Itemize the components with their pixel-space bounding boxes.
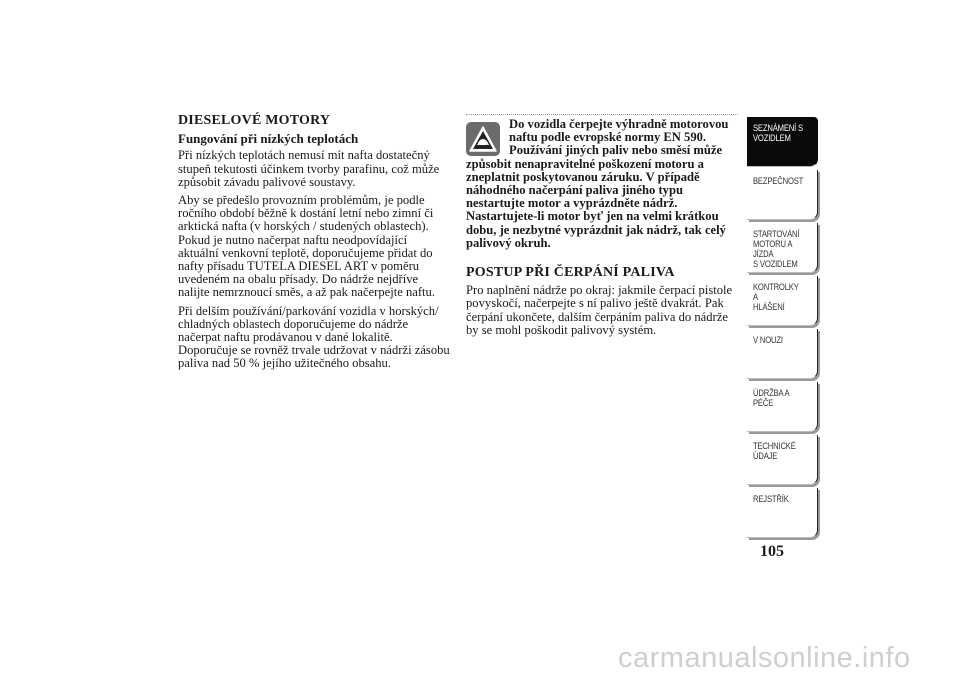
left-column xyxy=(178,114,450,376)
chapter-tab-label: ÚDRŽBA A PÉČE xyxy=(753,388,790,408)
chapter-tab[interactable] xyxy=(747,435,818,485)
chapter-tab[interactable] xyxy=(747,170,818,220)
paragraph-2: Aby se předešlo provozním problémům, je podle ročního období běžně k dostání letní nebo zimní či arktická nafta (v horských / studených oblastech). Pokud je nutno načerpat naftu neodpovídající aktuální venkovní teplotě, doporučujeme přidat do nafty přísadu TUTELA DIESEL ART v poměru uvedeném na obalu přísady. Do nádrže nejdříve nalijte nemrznoucí směs, a až pak načerpejte naftu. xyxy=(178,193,436,300)
chapter-tab-label: V NOUZI xyxy=(753,335,783,345)
warning-text-rest: způsobit nenapravitelné poškození motoru a zneplatnit poskytovanou záruku. V případě náhodného načerpání paliva jiného typu nestartujte motor a vyprázdněte nádrž. Nastartujete-li motor byť jen na velmi krátkou dobu, je nezbytné vyprázdnit jak nádrž, tak celý palivový okruh. xyxy=(466,156,726,250)
right-column xyxy=(466,118,738,342)
subsection-title-low-temp: Fungování při nízkých teplotách xyxy=(178,131,359,147)
refuel-paragraph: Pro naplnění nádrže po okraj: jakmile čerpací pistole povyskočí, načerpejte s ní palivo ještě dvakrát. Pak čerpání ukončete, dalším čerpáním paliva do nádrže by se mohl poškodit palivový systém. xyxy=(466,283,733,337)
section-title-diesel: DIESELOVÉ MOTORY xyxy=(178,113,331,128)
chapter-tab-label: SEZNÁMENÍ S VOZIDLEM xyxy=(753,123,803,143)
chapter-tab-label: STARTOVÁNÍ MOTORU A JÍZDA S VOZIDLEM xyxy=(753,229,800,269)
chapter-tab[interactable] xyxy=(747,329,818,379)
chapter-tabs xyxy=(747,117,818,541)
chapter-tab-label: BEZPEČNOST xyxy=(753,176,804,186)
chapter-tab-label: REJSTŘÍK xyxy=(753,494,789,504)
footer-watermark: carmanualsonline.info xyxy=(618,642,911,674)
chapter-tab[interactable] xyxy=(747,223,818,273)
warning-text-first: Do vozidla čerpejte výhradně motorovou naftu podle evropské normy EN 590. Používání jiných paliv nebo směsí může xyxy=(509,117,729,158)
chapter-tab[interactable] xyxy=(747,117,818,167)
warning-triangle-icon xyxy=(466,122,500,156)
paragraph-1: Při nízkých teplotách nemusí mít nafta dostatečný stupeň tekutosti účinkem tvorby parafinu, což může způsobit závadu palivové soustavy. xyxy=(178,148,440,189)
warning-divider xyxy=(466,114,738,115)
chapter-tab[interactable] xyxy=(747,276,818,326)
paragraph-3: Při delším používání/parkování vozidla v horských/ chladných oblastech doporučujeme do nádrže načerpat naftu prodávanou v dané lokalitě. Doporučuje se rovněž trvale udržovat v nádrži zásobu paliva nad 50 % jejího užitečného obsahu. xyxy=(178,303,450,371)
chapter-tab-label: KONTROLKY A HLÁŠENÍ xyxy=(753,282,799,312)
page-number: 105 xyxy=(760,543,784,560)
section-title-refuel: POSTUP PŘI ČERPÁNÍ PALIVA xyxy=(466,265,675,281)
chapter-tab-label: TECHNICKÉ ÚDAJE xyxy=(753,441,796,461)
chapter-tab[interactable] xyxy=(747,488,818,538)
warning-box xyxy=(466,118,738,250)
chapter-tab[interactable] xyxy=(747,382,818,432)
